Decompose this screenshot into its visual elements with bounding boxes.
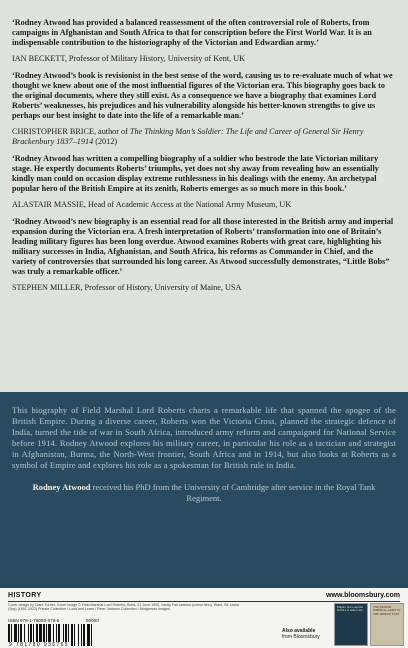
endorsement-beckett bbox=[12, 18, 396, 64]
related-book-thumbnail[interactable] bbox=[334, 603, 368, 646]
also-available-text: from Bloomsbury bbox=[282, 634, 320, 640]
related-book-thumbnail[interactable] bbox=[370, 603, 404, 646]
also-available-bold: Also available bbox=[282, 628, 316, 634]
cover-footer bbox=[0, 588, 408, 648]
cover-credits: Cover design by Clare Turner. Cover image © Field Marshal Lord Roberts, Bobs, 21 June 1900, Vanity Fair cartoon (colour litho), Ward, Sir Leslie (Spy) (1851-1922) Private Collection / Look and Learn / Peter Jackson Collection / Bridgeman Images bbox=[8, 603, 239, 612]
attribution-prefix: CHRISTOPHER BRICE, author of bbox=[12, 127, 130, 136]
endorsement-massie bbox=[12, 154, 396, 210]
barcode-bar bbox=[78, 624, 79, 646]
attribution-suffix: (2012) bbox=[93, 137, 118, 146]
quote-attribution bbox=[12, 127, 396, 147]
footer-header bbox=[8, 590, 400, 600]
barcode-bar bbox=[81, 624, 82, 646]
publisher-url[interactable]: www.bloomsbury.com bbox=[326, 591, 400, 599]
author-bio-text: received his PhD from the University of Cambridge after service in the Royal Tank Regiment. bbox=[90, 482, 376, 503]
related-book-title: Empire, Race and the Politics of Anti-Caste bbox=[337, 605, 363, 613]
quote-attribution: IAN BECKETT, Professor of Military History, University of Kent, UK bbox=[12, 54, 246, 63]
book-description: This biography of Field Marshal Lord Roberts charts a remarkable life that spanned the apogee of the British Empire. During a diverse career, Roberts won the Victoria Cross, planned the strategic defence of India, turned the tide of war in South Africa, introduced army reform and campaigned for National Service before 1914. Rodney Atwood explores his military career, in particular his role as a tactician and strategist in Afghanistan, Burma, the North-West frontier, South Africa and in 1914, but also looks at Roberts as a symbol of Empire and explores his role as a spokesman for British rule in India. bbox=[12, 405, 396, 470]
related-book-title: THE BRITISH IMPERIAL ARMY IN THE MIDDLE EAST bbox=[373, 605, 401, 616]
barcode-bar bbox=[71, 624, 73, 646]
author-name: Rodney Atwood bbox=[32, 482, 91, 492]
footer-divider bbox=[8, 601, 400, 602]
barcode-bar bbox=[91, 624, 92, 646]
author-bio bbox=[12, 482, 396, 504]
isbn-label: ISBN 978-1-78093-676-5 bbox=[8, 618, 60, 623]
quote-text: ‘Rodney Atwood’s new biography is an essential read for all those interested in the British army and imperial expansion during the Victorian era. A fresh interpretation of Roberts’ transformation into one of Britain’s leading military figures has been long overdue. Atwood examines Roberts with great care, highlighting his military successes in India, Afghanistan, and South Africa, his reforms as Commander in Chief, and the variety of controversies that surrounded his long career. As Atwood successfully demonstrates, “Little Bobs” was truly a remarkable officer.’ bbox=[12, 217, 394, 276]
also-available-label bbox=[282, 628, 328, 640]
quote-attribution: STEPHEN MILLER, Professor of History, University of Maine, USA bbox=[12, 283, 242, 292]
endorsement-miller bbox=[12, 217, 396, 293]
attribution-book-title: The Thinking Man’s Soldier: The Life and Career of General Sir Henry Brackenbury 1837–1914 bbox=[12, 127, 364, 146]
barcode-number: 9 781780 936765 bbox=[9, 642, 69, 648]
category-label: HISTORY bbox=[8, 591, 42, 599]
quote-attribution: ALASTAIR MASSIE, Head of Academic Access at the National Army Museum, UK bbox=[12, 200, 292, 209]
price-code: 90000 bbox=[86, 618, 99, 623]
barcode-bar bbox=[87, 624, 90, 646]
barcode-bar bbox=[83, 624, 85, 646]
quote-text: ‘Rodney Atwood has written a compelling biography of a soldier who bestrode the late Victorian military stage. He expertly documents Roberts’ triumphs, yet does not shy away from revealing how an essentially kindly man could on occasion display extreme ruthlessness in his dealings with the enemy. An archetypal popular hero of the British Empire at its zenith, Roberts emerges as so much more in this book.’ bbox=[12, 154, 379, 193]
quote-text: ‘Rodney Atwood’s book is revisionist in the best sense of the word, causing us to re-evaluate much of what we thought we knew about one of the most influential figures of the Victorian era. This biography goes back to the original documents, where they still exist. As a consequence we have a biography that examines Lord Roberts’ weaknesses, his prejudices and his vulnerability alongside his better-known strengths to give us perhaps our best insight to date into the life of a remarkable man.’ bbox=[12, 71, 393, 120]
endorsement-brice bbox=[12, 71, 396, 147]
barcode-bar bbox=[74, 624, 75, 646]
description-panel bbox=[0, 392, 408, 588]
quote-text: ‘Rodney Atwood has provided a balanced reassessment of the often controversial role of Roberts, from campaigns in Afghanistan and South Africa to that for conscription before the First World War. It is an indispensable contribution to the historiography of the Victorian and Edwardian army.’ bbox=[12, 18, 372, 47]
